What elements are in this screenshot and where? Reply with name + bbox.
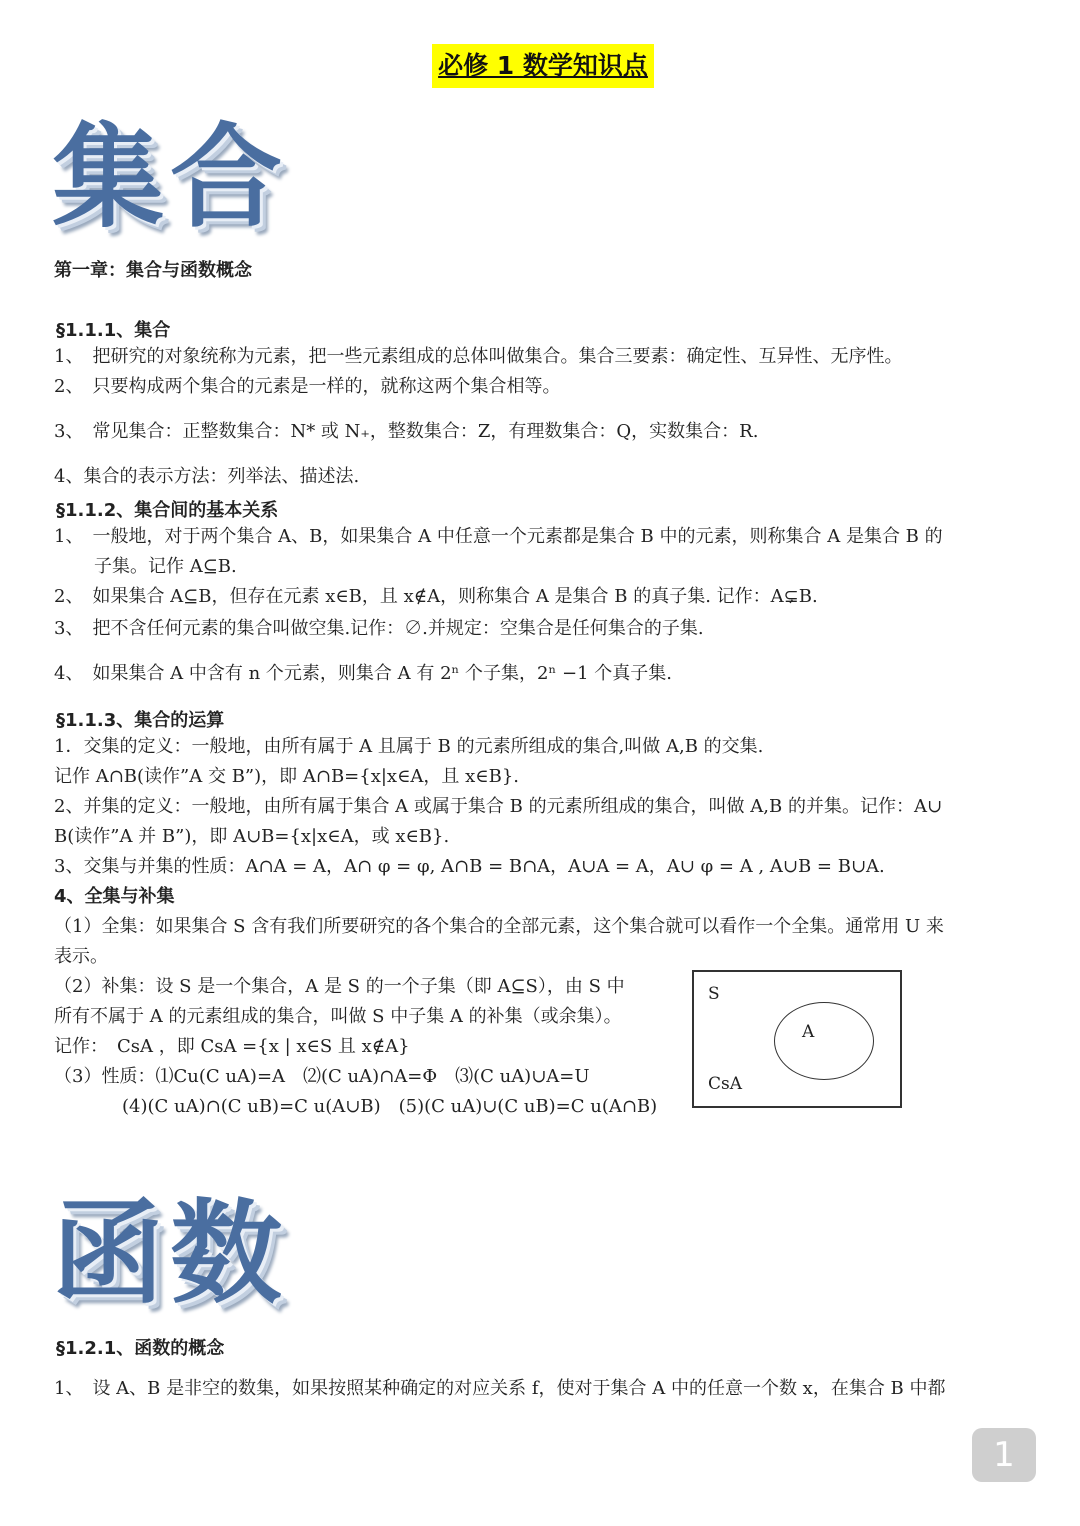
text-line: 2、并集的定义：一般地，由所有属于集合 A 或属于集合 B 的元素所组成的集合，叫做 A,B 的并集。记作：A∪: [54, 796, 943, 817]
page-number-badge: 1: [972, 1428, 1036, 1482]
venn-diagram: [692, 970, 902, 1108]
text-line: 3、 常见集合：正整数集合：N* 或 N₊，整数集合：Z，有理数集合：Q，实数集合：R.: [54, 421, 759, 442]
text-line: 1、 一般地，对于两个集合 A、B，如果集合 A 中任意一个元素都是集合 B 中的元素，则称集合 A 是集合 B 的: [54, 526, 943, 547]
text-line: 2、 如果集合 A⊆B，但存在元素 x∈B，且 x∉A，则称集合 A 是集合 B 的真子集. 记作：A⊊B.: [54, 586, 818, 607]
text-line: 1．交集的定义：一般地，由所有属于 A 且属于 B 的元素所组成的集合,叫做 A,B 的交集.: [54, 736, 764, 757]
section-title-1-1-2: §1.1.2、集合间的基本关系: [56, 500, 279, 521]
heading-sets: 集合: [52, 113, 288, 243]
text-line: 记作 A∩B(读作”A 交 B”)，即 A∩B={x|x∈A，且 x∈B}.: [54, 766, 520, 787]
text-line: 3、交集与并集的性质：A∩A = A，A∩ φ = φ, A∩B = B∩A，A∪A = A，A∪ φ = A , A∪B = B∪A.: [54, 856, 885, 877]
section-title-1-1-1: §1.1.1、集合: [56, 320, 171, 341]
section-title-1-1-3: §1.1.3、集合的运算: [56, 710, 225, 731]
venn-label-s: S: [708, 984, 720, 1004]
text-line: 记作： CsA ，即 CsA ={x | x∈S 且 x∉A}: [54, 1036, 410, 1057]
text-line: 所有不属于 A 的元素组成的集合，叫做 S 中子集 A 的补集（或余集）。: [54, 1006, 622, 1027]
document-title: 必修 1 数学知识点: [432, 44, 654, 88]
text-line: 3、 把不含任何元素的集合叫做空集.记作：∅.并规定：空集合是任何集合的子集.: [54, 618, 704, 639]
venn-label-a: A: [802, 1022, 815, 1042]
heading-functions: 函数: [52, 1189, 288, 1319]
text-line: 1、 把研究的对象统称为元素，把一些元素组成的总体叫做集合。集合三要素：确定性、互异性、无序性。: [54, 346, 903, 367]
text-line: B(读作”A 并 B”)，即 A∪B={x|x∈A，或 x∈B}.: [54, 826, 450, 847]
text-line: （3）性质：⑴Cu(C uA)=A ⑵(C uA)∩A=Φ ⑶(C uA)∪A=U: [54, 1066, 590, 1087]
text-line: 4、 如果集合 A 中含有 n 个元素，则集合 A 有 2ⁿ 个子集，2ⁿ −1 个真子集.: [54, 663, 672, 684]
text-line: 1、 设 A、B 是非空的数集，如果按照某种确定的对应关系 f，使对于集合 A 中的任意一个数 x，在集合 B 中都: [54, 1378, 946, 1399]
chapter-title: 第一章：集合与函数概念: [54, 260, 252, 281]
text-line: 4、集合的表示方法：列举法、描述法.: [54, 466, 360, 487]
text-line: 表示。: [54, 946, 108, 967]
text-line: 2、 只要构成两个集合的元素是一样的，就称这两个集合相等。: [54, 376, 561, 397]
text-line: （1）全集：如果集合 S 含有我们所要研究的各个集合的全部元素，这个集合就可以看作一个全集。通常用 U 来: [54, 916, 944, 937]
venn-ellipse: [774, 1002, 874, 1080]
text-line: (4)(C uA)∩(C uB)=C u(A∪B) (5)(C uA)∪(C uB)=C u(A∩B): [122, 1096, 658, 1117]
venn-label-complement: CsA: [708, 1074, 743, 1094]
text-line: 子集。记作 A⊆B.: [94, 556, 237, 577]
text-line: （2）补集：设 S 是一个集合，A 是 S 的一个子集（即 A⊆S），由 S 中: [54, 976, 625, 997]
subsection-title: 4、全集与补集: [54, 886, 175, 907]
section-title-1-2-1: §1.2.1、函数的概念: [56, 1338, 225, 1359]
